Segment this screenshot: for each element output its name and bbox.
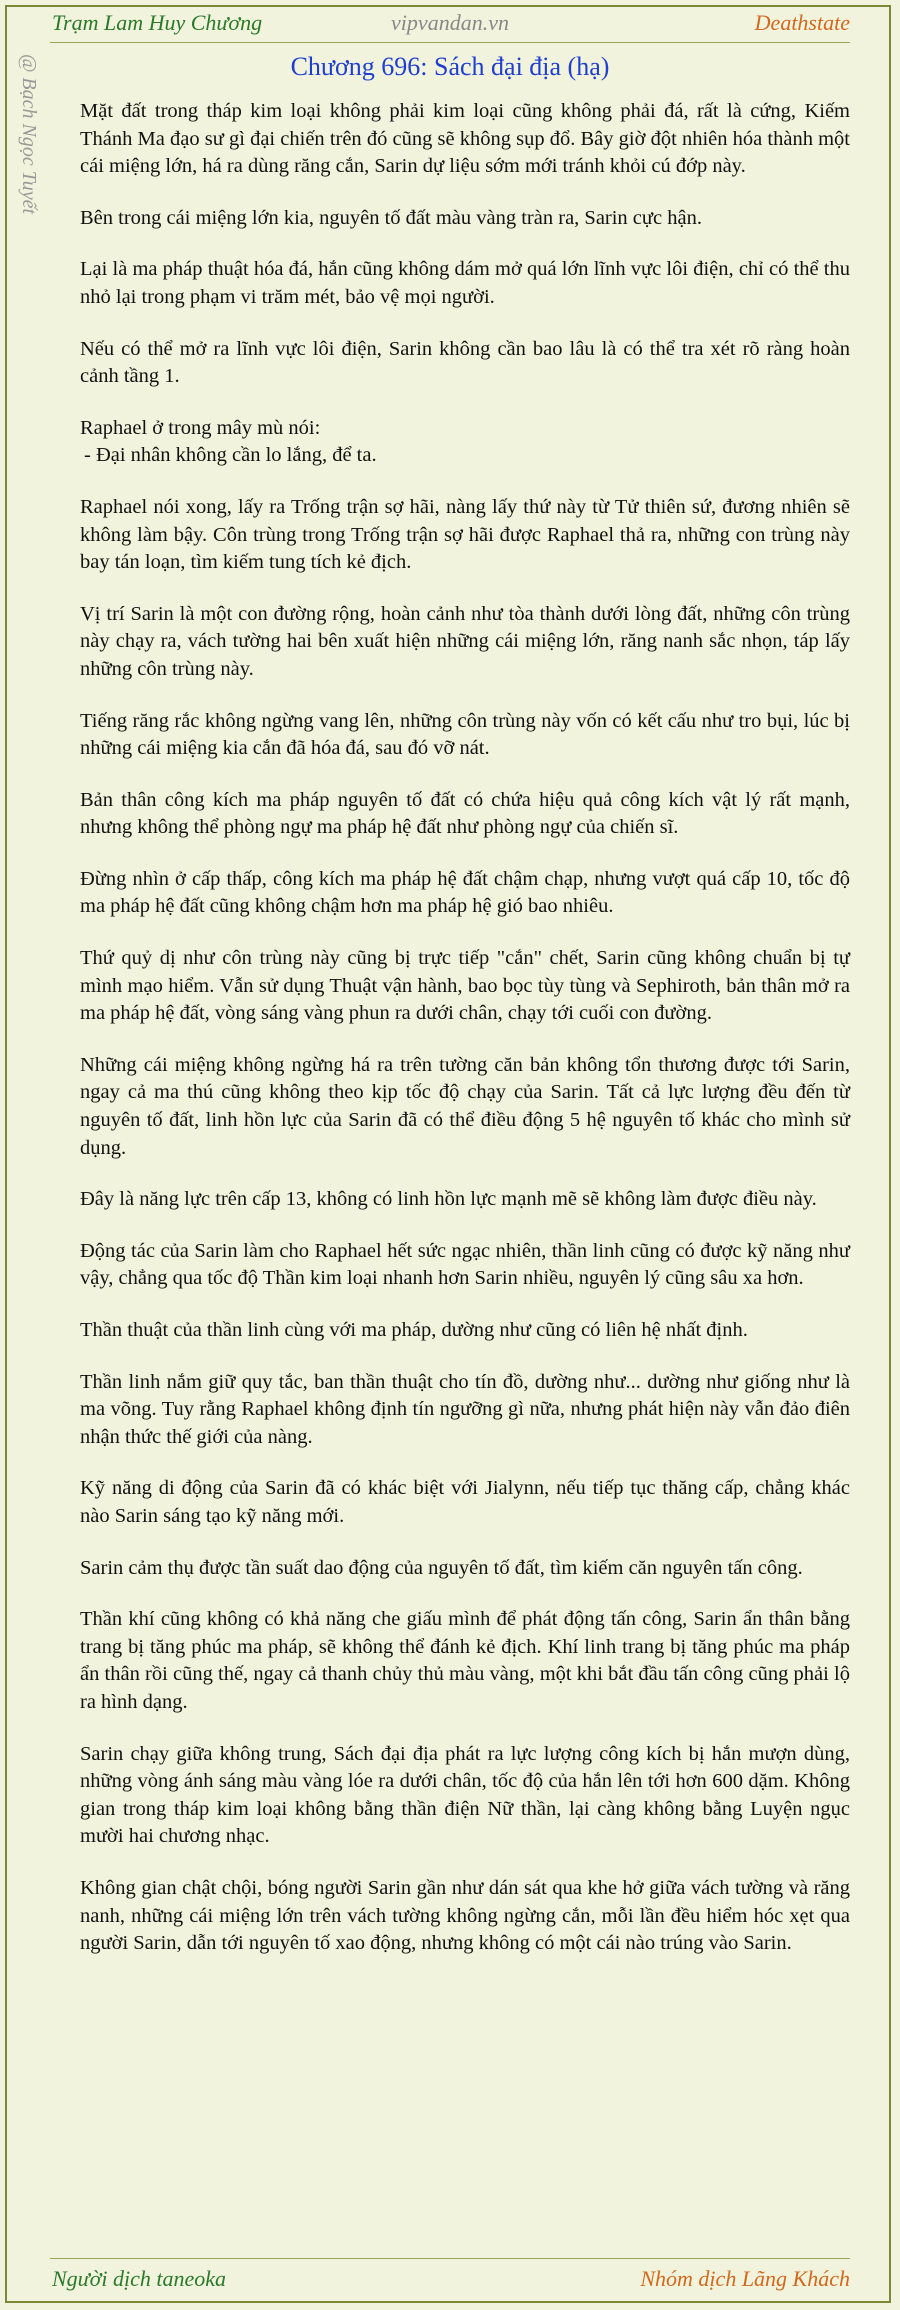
header-book-title: Deathstate <box>754 10 850 35</box>
paragraph: Thần linh nắm giữ quy tắc, ban thần thuật cho tín đồ, dường như... dường như giống như là ma võng. Tuy rằng Raphael không định tín ngưỡng gì nữa, nhưng phát hiện này vẫn đảo điên nhận thức thế giới của nàng. <box>80 1370 850 1448</box>
paragraph: Không gian chật chội, bóng người Sarin gần như dán sát qua khe hở giữa vách tường và răng nanh, những cái miệng lớn trên vách tường không ngừng cắn, mỗi lần đều hiểm hóc xẹt qua người Sarin, dẫn tới nguyên tố xao động, nhưng không có một cái nào trúng vào Sarin. <box>80 1876 850 1955</box>
header-site-name: Trạm Lam Huy Chương <box>52 10 263 35</box>
page-header <box>50 10 850 40</box>
dialog-paragraph <box>80 415 850 470</box>
footer-group: Nhóm dịch Lãng Khách <box>640 2266 850 2291</box>
header-url: vipvandan.vn <box>391 10 509 35</box>
paragraph: Đây là năng lực trên cấp 13, không có linh hồn lực mạnh mẽ sẽ không làm được điều này. <box>80 1188 817 1211</box>
paragraph: Mặt đất trong tháp kim loại không phải kim loại cũng không phải đá, rất là cứng, Kiếm Thánh Ma đạo sư gì đại chiến trên đó cũng sẽ không sụp đổ. Bây giờ đột nhiên hóa thành một cái miệng lớn, há ra dùng răng cắn, Sarin dự liệu sớm mới tránh khỏi cú đớp này. <box>80 100 850 178</box>
paragraph: Bản thân công kích ma pháp nguyên tố đất có chứa hiệu quả công kích vật lý rất mạnh, nhưng không thể phòng ngự ma pháp hệ đất như phòng ngự của chiến sĩ. <box>80 788 850 839</box>
paragraph: Raphael nói xong, lấy ra Trống trận sợ hãi, nàng lấy thứ này từ Tử thiên sứ, đương nhiên sẽ không làm bậy. Côn trùng trong Trống trận sợ hãi được Raphael thả ra, những con trùng này bay tán loạn, tìm kiếm tung tích kẻ địch. <box>80 495 850 574</box>
paragraph: Thần thuật của thần linh cùng với ma pháp, dường như cũng có liên hệ nhất định. <box>80 1319 748 1341</box>
dialog-line: Raphael ở trong mây mù nói: <box>80 416 321 439</box>
paragraph: Những cái miệng không ngừng há ra trên tường căn bản không tổn thương được tới Sarin, ngay cả ma thú cũng không theo kịp tốc độ chạy của Sarin. Tất cả lực lượng đều đến từ nguyên tố đất, linh hồn lực của Sarin đã có thể điều động 5 hệ nguyên tố khác cho mình sử dụng. <box>80 1053 850 1159</box>
paragraph: Lại là ma pháp thuật hóa đá, hắn cũng không dám mở quá lớn lĩnh vực lôi điện, chỉ có thể thu nhỏ lại trong phạm vi trăm mét, bảo vệ mọi người. <box>80 258 850 308</box>
paragraph: Nếu có thể mở ra lĩnh vực lôi điện, Sarin không cần bao lâu là có thể tra xét rõ ràng hoàn cảnh tầng 1. <box>80 337 850 388</box>
chapter-body <box>80 98 850 1982</box>
paragraph: Sarin cảm thụ được tần suất dao động của nguyên tố đất, tìm kiếm căn nguyên tấn công. <box>80 1556 803 1579</box>
chapter-title: Chương 696: Sách đại địa (hạ) <box>290 52 610 81</box>
paragraph: Tiếng răng rắc không ngừng vang lên, những côn trùng này vốn có kết cấu như tro bụi, lúc bị những cái miệng kia cắn đã hóa đá, sau đó vỡ nát. <box>80 709 850 760</box>
footer-translator: Người dịch taneoka <box>52 2266 227 2291</box>
footer-divider <box>50 2258 850 2259</box>
paragraph: Động tác của Sarin làm cho Raphael hết sức ngạc nhiên, thần linh cũng có được kỹ năng như vậy, chẳng qua tốc độ Thần kim loại nhanh hơn Sarin nhiều, nguyên lý cũng sâu xa hơn. <box>80 1239 850 1290</box>
paragraph: Vị trí Sarin là một con đường rộng, hoàn cảnh như tòa thành dưới lòng đất, những côn trùng này chạy ra, vách tường hai bên xuất hiện những cái miệng lớn, răng nanh sắc nhọn, táp lấy những côn trùng này. <box>80 602 850 680</box>
side-watermark: @ Bạch Ngọc Tuyết <box>18 54 40 215</box>
paragraph: Đừng nhìn ở cấp thấp, công kích ma pháp hệ đất chậm chạp, nhưng vượt quá cấp 10, tốc độ ma pháp hệ đất cũng không chậm hơn ma pháp hệ gió bao nhiêu. <box>80 867 850 918</box>
page-footer <box>50 2266 850 2296</box>
dialog-line: - Đại nhân không cần lo lắng, để ta. <box>84 444 377 467</box>
paragraph: Sarin chạy giữa không trung, Sách đại địa phát ra lực lượng công kích bị hắn mượn dùng, những vòng ánh sáng màu vàng lóe ra dưới chân, tốc độ của hắn lên tới hơn 600 dặm. Không gian trong tháp kim loại không bằng thần điện Nữ thần, lại càng không bằng Luyện ngục mười hai chương nhạc. <box>80 1742 850 1848</box>
paragraph: Thần khí cũng không có khả năng che giấu mình để phát động tấn công, Sarin ẩn thân bằng trang bị tăng phúc ma pháp, sẽ không thể đánh kẻ địch. Khí linh trang bị tăng phúc ma pháp ẩn thân rồi cũng thế, ngay cả thanh chủy thủ màu vàng, một khi bắt đầu tấn công cũng phải lộ ra hình dạng. <box>80 1608 850 1713</box>
paragraph: Kỹ năng di động của Sarin đã có khác biệt với Jialynn, nếu tiếp tục thăng cấp, chẳng khác nào Sarin sáng tạo kỹ năng mới. <box>80 1477 850 1527</box>
header-divider <box>50 42 850 43</box>
paragraph: Thứ quỷ dị như côn trùng này cũng bị trực tiếp "cắn" chết, Sarin cũng không chuẩn bị tự mình mạo hiểm. Vẫn sử dụng Thuật vận hành, bao bọc tùy tùng và Sephiroth, bản thân mở ra ma pháp hệ đất, vòng sáng vàng phun ra dưới chân, chạy tới cuối con đường. <box>80 947 850 1025</box>
paragraph: Bên trong cái miệng lớn kia, nguyên tố đất màu vàng tràn ra, Sarin cực hận. <box>80 206 702 229</box>
